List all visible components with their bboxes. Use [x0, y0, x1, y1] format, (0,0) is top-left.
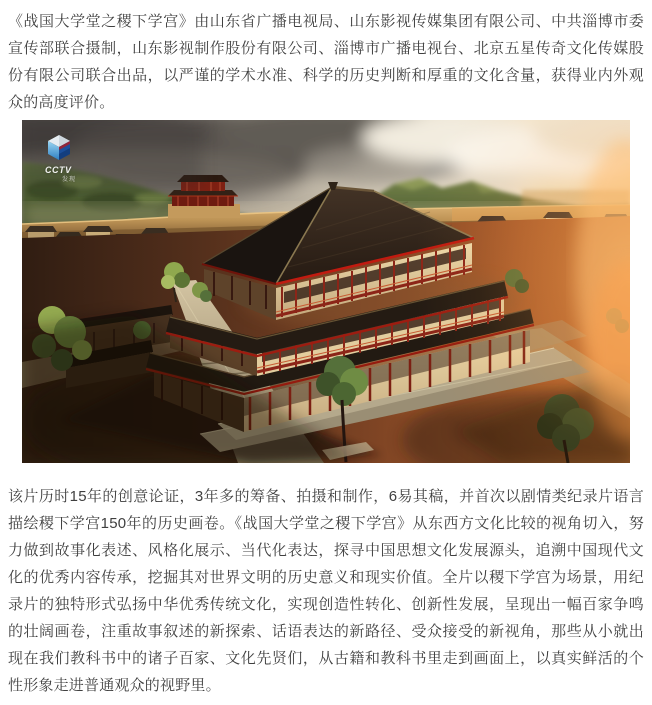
cctv-watermark-text: CCTV	[45, 165, 72, 175]
cctv-watermark-subtext: 发现	[62, 177, 77, 183]
jixia-academy-render	[22, 120, 630, 463]
intro-paragraph: 《战国大学堂之稷下学宫》由山东省广播电视局、山东影视传媒集团有限公司、中共淄博市委宣传部联合摄制，山东影视制作股份有限公司、淄博市广播电视台、北京五星传奇文化传媒股份有限公司联合出品，以严谨的学术水准、科学的历史判断和厚重的文化含量，获得业内外观众的高度评价。	[8, 13, 644, 111]
documentary-frame[interactable]	[22, 120, 630, 463]
body-paragraph: 该片历时15年的创意论证，3年多的筹备、拍摄和制作，6易其稿，并首次以剧情类纪录片语言描绘稷下学宫150年的历史画卷。《战国大学堂之稷下学宫》从东西方文化比较的视角切入，努力做到故事化表述、风格化展示、当代化表达，探寻中国思想文化发展源头，追溯中国现代文化的优秀内容传承，挖掘其对世界文明的历史意义和现实价值。全片以稷下学宫为场景，用纪录片的独特形式弘扬中华优秀传统文化，实现创造性转化、创新性发展，呈现出一幅百家争鸣的壮阔画卷，注重故事叙述的新探索、话语表达的新路径、受众接受的新视角，那些从小就出现在我们教科书中的诸子百家、文化先贤们，从古籍和教科书里走到画面上，以真实鲜活的个性形象走进普通观众的视野里。	[8, 488, 644, 694]
